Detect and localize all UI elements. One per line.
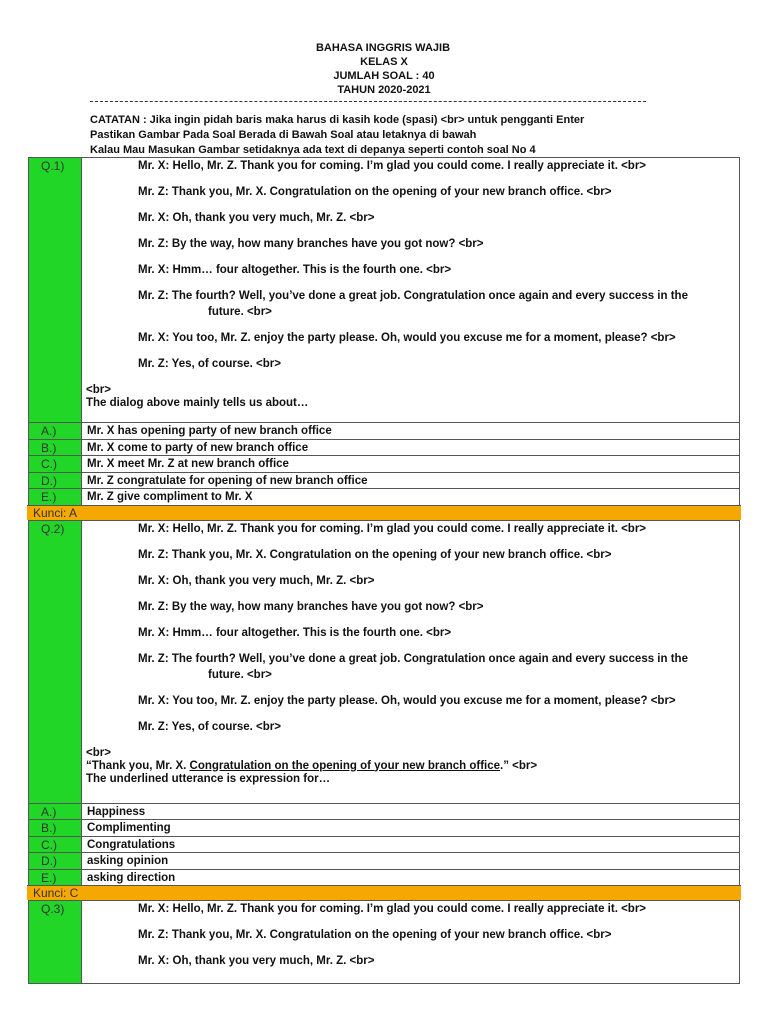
option-row[interactable]: [28, 836, 740, 853]
note-line: Pastikan Gambar Pada Soal Berada di Bawah Soal atau letaknya di bawah: [90, 129, 477, 141]
dialog-line: Mr. Z: Thank you, Mr. X. Congratulation on the opening of your new branch office. <br>: [138, 548, 612, 561]
option-label: D.): [29, 473, 81, 489]
dialog-line: future. <br>: [208, 668, 272, 681]
underlined-utterance: Congratulation on the opening of your new branch office: [189, 759, 501, 772]
quote-start: “Thank you, Mr. X.: [86, 759, 190, 772]
question-text: The underlined utterance is expression for…: [86, 772, 331, 785]
option-label: C.): [29, 837, 81, 853]
note-line: Kalau Mau Masukan Gambar setidaknya ada text di depanya seperti contoh soal No 4: [90, 144, 536, 156]
option-text: Congratulations: [81, 837, 739, 853]
dialog-line: Mr. X: Hmm… four altogether. This is the fourth one. <br>: [138, 626, 452, 639]
option-label: B.): [29, 820, 81, 836]
dialog-line: Mr. Z: Thank you, Mr. X. Congratulation on the opening of your new branch office. <br>: [138, 186, 612, 198]
option-row[interactable]: [28, 439, 740, 456]
quoted-utterance: [86, 760, 734, 773]
question-content: [81, 158, 739, 422]
option-text: asking direction: [81, 870, 739, 886]
option-text: Mr. X come to party of new branch office: [81, 440, 739, 456]
option-text: Mr. X meet Mr. Z at new branch office: [81, 456, 739, 472]
option-text: Mr. Z congratulate for opening of new branch office: [81, 473, 739, 489]
dialog-line: Mr. X: You too, Mr. Z. enjoy the party please. Oh, would you excuse me for a moment, please? <br>: [138, 332, 676, 344]
note-line: CATATAN : Jika ingin pidah baris maka harus di kasih kode (spasi) <br> untuk pengganti Enter: [90, 114, 585, 126]
question-row: [28, 157, 740, 422]
question-table: [28, 157, 740, 984]
quote-end: .” <br>: [500, 759, 538, 772]
dialog-line: Mr. Z: The fourth? Well, you’ve done a great job. Congratulation once again and every success in the: [138, 652, 688, 665]
dialog-line: Mr. Z: Yes, of course. <br>: [138, 358, 281, 370]
question-text: The dialog above mainly tells us about…: [86, 397, 309, 409]
doc-year: TAHUN 2020-2021: [337, 84, 431, 96]
option-label: D.): [29, 853, 81, 869]
dialog-line: Mr. X: Hmm… four altogether. This is the fourth one. <br>: [138, 264, 452, 276]
option-row[interactable]: [28, 488, 740, 505]
option-label: C.): [29, 456, 81, 472]
question-row: [28, 520, 740, 803]
dialog-line: future. <br>: [208, 306, 272, 318]
dialog-line: Mr. X: Oh, thank you very much, Mr. Z. <br>: [138, 955, 375, 967]
option-label: A.): [29, 423, 81, 439]
dashed-divider: [90, 101, 646, 102]
dialog-line: Mr. X: Hello, Mr. Z. Thank you for coming. I’m glad you could come. I really appreciate it. <br>: [138, 160, 647, 172]
dialog-line: Mr. Z: Thank you, Mr. X. Congratulation on the opening of your new branch office. <br>: [138, 929, 612, 941]
dialog-line: Mr. Z: By the way, how many branches have you got now? <br>: [138, 238, 484, 250]
option-row[interactable]: [28, 869, 740, 886]
question-content: [81, 521, 739, 803]
question-content: [81, 901, 739, 983]
dialog-line: Mr. Z: By the way, how many branches have you got now? <br>: [138, 600, 484, 613]
option-label: A.): [29, 804, 81, 820]
doc-class: KELAS X: [360, 56, 408, 68]
option-row[interactable]: [28, 422, 740, 439]
br-code: <br>: [86, 384, 111, 396]
option-text: asking opinion: [81, 853, 739, 869]
question-row: [28, 900, 740, 984]
question-label: Q.1): [29, 158, 81, 422]
answer-key: Kunci: C: [27, 885, 741, 900]
option-text: Happiness: [81, 804, 739, 820]
option-label: E.): [29, 870, 81, 886]
dialog-line: Mr. X: Hello, Mr. Z. Thank you for coming. I’m glad you could come. I really appreciate it. <br>: [138, 522, 647, 535]
dialog-line: Mr. Z: The fourth? Well, you’ve done a great job. Congratulation once again and every success in the: [138, 290, 688, 302]
dialog-line: Mr. X: Oh, thank you very much, Mr. Z. <br>: [138, 212, 375, 224]
option-row[interactable]: [28, 803, 740, 820]
option-label: B.): [29, 440, 81, 456]
dialog-line: Mr. X: Hello, Mr. Z. Thank you for coming. I’m glad you could come. I really appreciate it. <br>: [138, 903, 647, 915]
question-label: Q.2): [29, 521, 81, 803]
option-text: Mr. Z give compliment to Mr. X: [81, 489, 739, 505]
option-text: Mr. X has opening party of new branch office: [81, 423, 739, 439]
option-label: E.): [29, 489, 81, 505]
dialog-line: Mr. Z: Yes, of course. <br>: [138, 720, 281, 733]
dialog-line: Mr. X: Oh, thank you very much, Mr. Z. <br>: [138, 574, 375, 587]
answer-key: Kunci: A: [27, 505, 741, 520]
option-row[interactable]: [28, 455, 740, 472]
option-row[interactable]: [28, 472, 740, 489]
option-row[interactable]: [28, 819, 740, 836]
dialog-line: Mr. X: You too, Mr. Z. enjoy the party please. Oh, would you excuse me for a moment, please? <br>: [138, 694, 676, 707]
doc-question-count: JUMLAH SOAL : 40: [333, 70, 435, 82]
doc-subject: BAHASA INGGRIS WAJIB: [315, 42, 451, 54]
option-row[interactable]: [28, 852, 740, 869]
question-label: Q.3): [29, 901, 81, 983]
br-code: <br>: [86, 746, 111, 759]
option-text: Complimenting: [81, 820, 739, 836]
